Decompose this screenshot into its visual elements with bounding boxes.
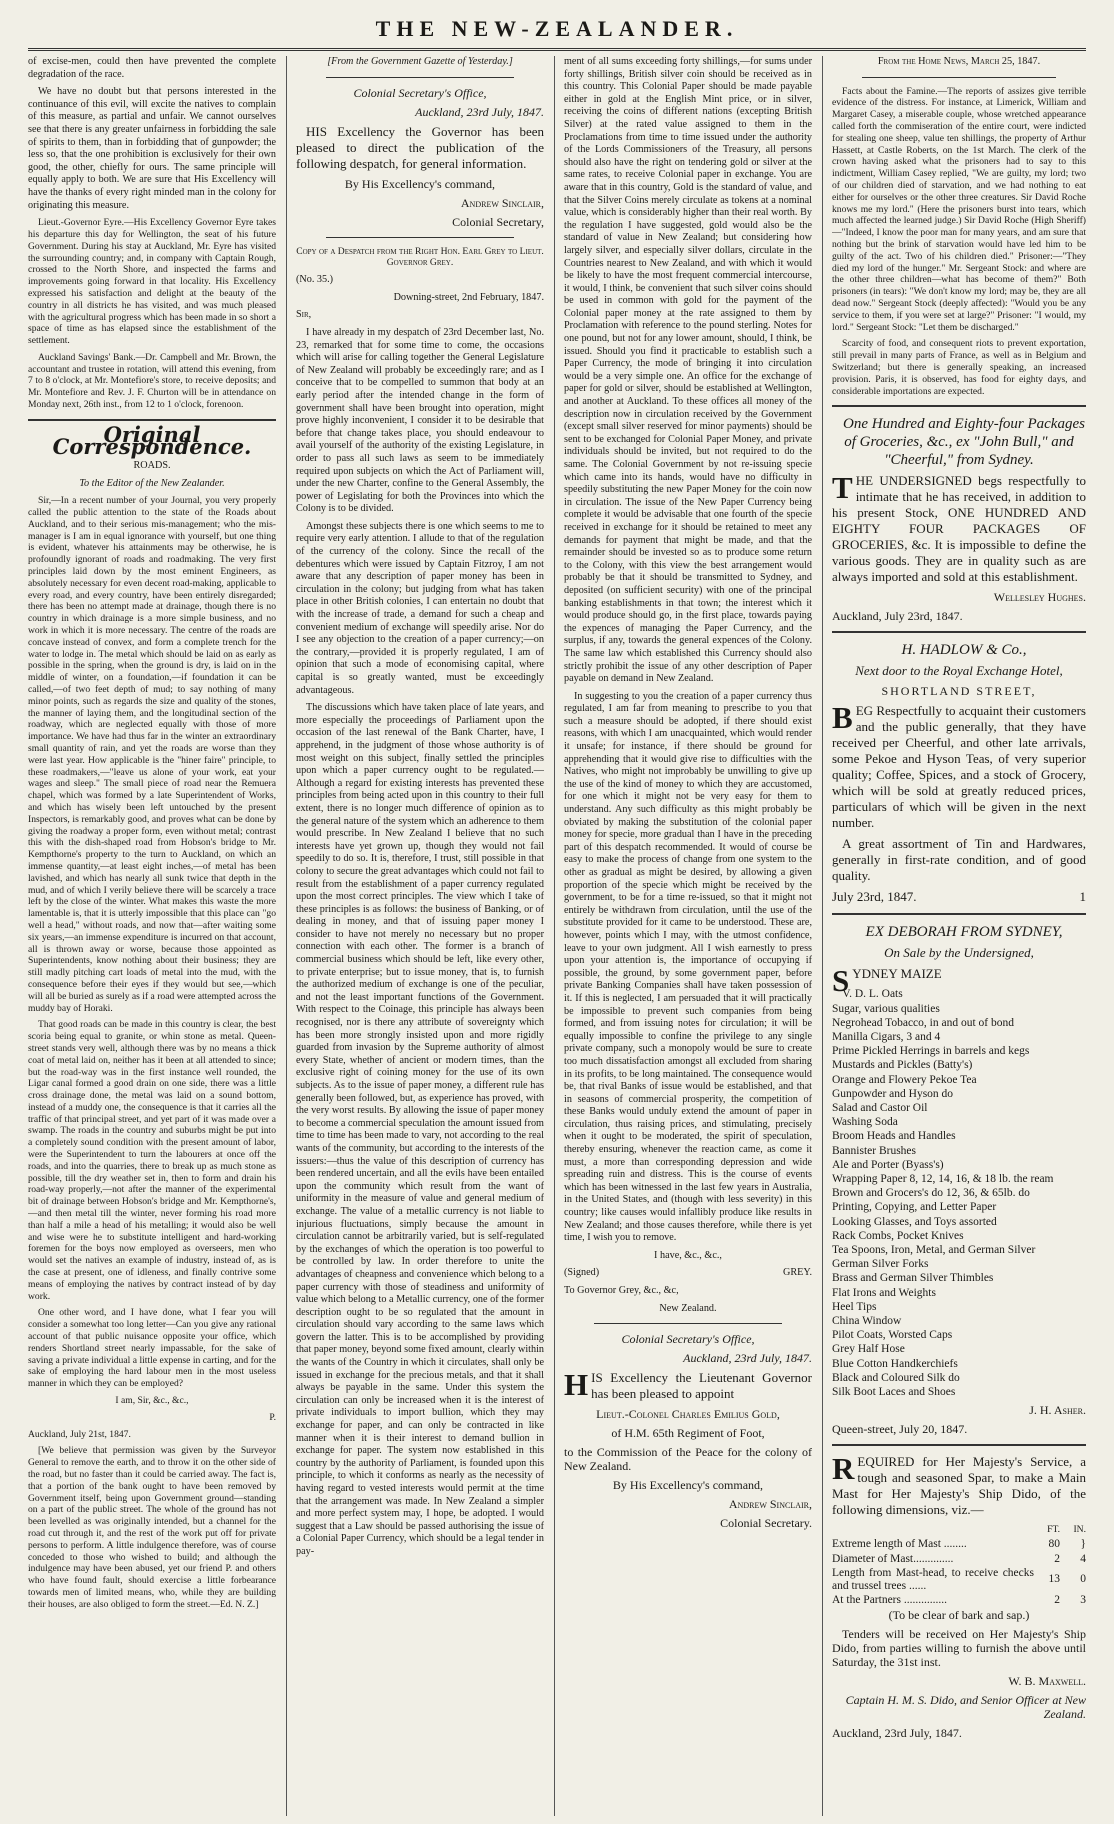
editor-note: [We believe that permission was given by the Surveyor General to remove the earth, and to throw it on the other side of the road, but no faster than it could be carried away. The fact is, that a portion of the bank ought to have been removed by Government itself, being upon Government ground—standing on a part of the public street. The whole of the ground has not been levelled as was originally intended, but a channel for the road cut through it, and the rest of the work put off for private persons to perform. A little indulgence therefore, was of course conceded to those who wished to build; and although the indulgence may have been abused, yet our friend P. and others who have found fault, should exercise a little forbearance towards men of limited means, who, while they are building their houses, are also obliged to form the street.—Ed. N. Z.] xyxy=(28,1445,276,1610)
table-header: IN. xyxy=(1073,1524,1086,1536)
table-row xyxy=(832,1537,1086,1552)
despatch-paragraph: I have already in my despatch of 23rd December last, No. 23, remarked that for some time to come, the occasions which will arise for calling together the General Legislature of New Zealand will probably be exceedingly rare; and as I conceive that to be compelled to summon that body at an early period after the intended change in the form of government shall have been brought into operation, might prove highly inconvenient, I consider it to be desirable that before that change takes place, you should endeavour to avail yourself of the authority of the existing Legislature, in order to pass all such laws as seem to be immediately required upon subjects on which the Act of Parliament will, under the new Charter, confine to the General Assembly, the power of Legislating for both the Provinces into which the Colony is to be divided. xyxy=(296,326,544,515)
list-item: Negrohead Tobacco, in and out of bond xyxy=(832,1016,1014,1029)
list-item: Rack Combs, Pocket Knives xyxy=(832,1229,964,1242)
column-4 xyxy=(832,56,1086,1816)
ad-deborah-signature: J. H. Asher. xyxy=(1029,1403,1086,1418)
appointee-name: Lieut.-Colonel Charles Emilius Gold, xyxy=(596,1407,780,1422)
ad-groceries-date: Auckland, July 23rd, 1847. xyxy=(832,609,963,624)
list-item: China Window xyxy=(832,1314,902,1327)
despatch-paragraph: The discussions which have taken place of late years, and more especially the proceedings of Parliament upon the occasion of the last renewal of the Bank Charter, have, I apprehend, in the judgment of those whose authority is of most weight on this subject, finally settled the principles upon which a paper currency ought to be regulated.—Although a regard for existing interests has prevented these principles from being acted upon in this country to their full extent, there is no longer much difference of opinion as to the general nature of the system which an adherence to them would prescribe. In New Zealand I believe that no such interests have yet grown up, though they would not fail speedily to do so. It is, therefore, I trust, still possible in that colony to secure the great advantages which could not fail to result from the establishment of a paper currency regulated upon the most correct principles. The view which I take of these principles is as follows: the business of Banking, or of dealing in money, and that of issuing paper money I consider to have not merely no necessary but no proper connection with each other. The former is a branch of commercial business which should be left, like every other, to private enterprise; but to issue money, that is, to furnish the authorized medium of exchange is one of the peculiar, and not the least important functions of the Government. With respect to the Coinage, this principle has always been recognised, nor is there any attribute of sovereignty which has been more strongly insisted upon and more rigidly guarded from invasion by the Supreme authority of almost every State, whether of ancient or modern times, than the exclusive right of coining money for the use of its own subjects. As to the issue of paper money, a different rule has generally been followed, but, as experience has proved, with the very worst results. By allowing the issue of paper money to become a commercial speculation the amount issued from time to time has been made to vary, not according to the real wants of the community, but according to the interests of the issuers:—thus the value of this description of currency has been rendered uncertain, and all the evils have been entailed upon the community which result from the want of uniformity in the measure of value and general medium of exchange. The value of a metallic currency is not liable to injurious fluctuations, simply because the amount in circulation cannot be arbitrarily varied, but is self-regulated by the exchanges of which the operation is too powerful to be controlled by law. In order therefore to unite the advantages of cheapness and convenience which belong to a paper currency with those of steadiness and uniformity of value which belong to a Metallic currency, one of the former description ought to be so regulated that the amount in circulation should vary according to the same laws which govern the latter. This is to be accomplished by providing that paper money, beyond some fixed amount, clearly within the wants of the Country in which it circulates, shall only be issued in exchange for the precious metals, and that it shall always be payable in the same. Under this system the circulation can only be increased when it is the interest of private individuals to import bullion, which they may exchange for paper, and can only be contracted in like manner when it is their interest to demand bullion in exchange for paper. The system now established in this country by the authority of Parliament, is founded upon this principle, to which it conforms as nearly as the necessity of having regard to vested interests would permit at the time that the arrangement was made. In New Zealand a simpler and more perfect system may, I hope, be adopted. I would suggest that a Law should be passed authorising the issue of a Colonial Paper Currency, which should be a legal tender in pay- xyxy=(296,702,544,1557)
letter-date: Auckland, July 21st, 1847. xyxy=(28,1428,131,1440)
office-heading: Colonial Secretary's Office, xyxy=(353,85,487,100)
drop-cap: R xyxy=(832,1451,855,1487)
spar-dimensions-table xyxy=(832,1523,1086,1608)
ad-spar-date: Auckland, 23rd July, 1847. xyxy=(832,1725,962,1740)
divider xyxy=(862,77,1056,78)
ad-hadlow-text-2: A great assortment of Tin and Hardwares, generally in first-rate condition, and of good quality. xyxy=(832,836,1086,884)
article-paragraph: We have no doubt but that persons interested in the continuance of this evil, will excite the natives to complain of this measure, as partial and unfair. We cannot ourselves see that there is any greater unfairness in forbidding the sale of spirits to them, than in forbidding that of gunpowder; the less so, that the one prohibition is exclusively for their own good, the other, chiefly for ours. The same principle will equally apply to both. We are sure that His Excellency will have the thanks of every right minded man in the colony for originating this measure. xyxy=(28,86,276,211)
column-3 xyxy=(564,56,812,1816)
table-cell: Length from Mast-head, to receive checks and trussel trees ...... xyxy=(832,1567,1034,1592)
ad-hadlow-firm: H. HADLOW & Co., xyxy=(901,642,1027,659)
ad-groceries-signature: Wellesley Hughes. xyxy=(993,590,1086,605)
list-item: German Silver Forks xyxy=(832,1258,929,1271)
table-cell: Diameter of Mast.............. xyxy=(832,1552,954,1565)
ad-hadlow-footer xyxy=(832,889,1086,905)
section-rule xyxy=(28,419,276,421)
ad-spar-signature: W. B. Maxwell. xyxy=(1008,1673,1086,1688)
ad-hadlow-address: Next door to the Royal Exchange Hotel, xyxy=(855,663,1063,679)
table-header: FT. xyxy=(1047,1524,1060,1536)
table-row xyxy=(832,1552,1086,1567)
despatch-heading: Copy of a Despatch from the Right Hon. Earl Grey to Lieut. Governor Grey. xyxy=(296,245,544,269)
drop-cap: H xyxy=(564,1367,589,1403)
table-header-row xyxy=(832,1523,1086,1537)
list-item: Bannister Brushes xyxy=(832,1144,917,1157)
ad-rule xyxy=(832,631,1086,633)
despatch-paragraph: ment of all sums exceeding forty shillings,—for sums under forty shillings, British silver coin should be received as in this country. This Colonial Paper should be made payable either in gold at the English Mint price, or in silver, receiving the coins of different nations (excepting British Silver) at the rated value assigned to them in the Proclamations from time to time issued under the authority of the Lords Commissioners of the Treasury, all persons should also have the right on tendering gold or silver at the same rates, to receive Colonial paper in exchange. You are aware that in this country, Gold is the standard of value, and that the Silver Coins merely circulate as tokens at a nominal value, which is considerably higher than their real worth. By the regulation I have suggested, gold would also be the standard of value in New Zealand; but considering how largely silver, and especially silver dollars, circulate in the Countries nearest to New Zealand, and with which it would be likely to have the most frequent commercial intercourse, it would, I think, be convenient that such silver coins should be used in common with gold for the payment of the Colonial paper money at the rate assigned to them by Proclamation with reference to the pound sterling. Notes for one pound, but not for any lower amount, should, I think, be issued. Should you find it practicable to establish such a Paper Currency, the mode of bringing it into circulation would be a very simple one. An office for the exchange of paper for gold or silver, should be established at Wellington, and another at Auckland. To these offices all money of the description now in circulation received by the Government (except small silver reserved for minor payments) should be sent to be exchanged for Colonial Paper Money, and private individuals should be invited, but not required to do the same. The Colonial Government by not re-issuing specie which came into its hands, would have no difficulty in speedily substituting the new Paper Money for the coin now in circulation. The issue of the New Paper Currency being complete it would be advisable that one fourth of the specie received in exchange for it should be retained to meet any demands for payment that might be made, and that the remainder should be invested so as to produce some return to the Colony, with this view the best arrangement would probably be that it should be transmitted to Sydney, and deposited (on sufficient security) with one of the principal banking establishments in that town; the interest which it would produce should go, in the first place, towards paying the expences of managing the Paper Currency, and the surplus, if any, towards the general expences of the Colony. The same law which established this Currency should also strictly prohibit the issue of any other description of Paper payable on demand in New Zealand. xyxy=(564,56,812,685)
list-item: Orange and Flowery Pekoe Tea xyxy=(832,1073,977,1086)
gazette-notice: HIS Excellency the Governor has been pleased to direct the publication of the following despatch, for general information. xyxy=(296,123,544,171)
appointee-regiment: of H.M. 65th Regiment of Foot, xyxy=(611,1426,765,1441)
office-date: Auckland, 23rd July, 1847. xyxy=(415,104,544,119)
table-cell: } xyxy=(1080,1538,1086,1550)
list-item: Printing, Copying, and Letter Paper xyxy=(832,1201,997,1214)
list-item: Manilla Cigars, 3 and 4 xyxy=(832,1030,941,1043)
home-news-heading: From the Home News, March 25, 1847. xyxy=(877,56,1041,67)
famine-paragraph: Facts about the Famine.—The reports of assizes give terrible evidence of the distress. For instance, at Limerick, William and Margaret Casey, a miserable couple, whose wretched appearance called forth the commiseration of the entire court, were indicted for stealing one sheep, value ten shillings, the property of Arthur Hassett, at Castle Roberts, on the 1st March. The clerk of the crown having asked what the prisoners had to say to this indictment, William Casey replied, "We are guilty, my lord; two of our children died of starvation, and we had nothing to eat either for ourselves or the other three creatures. Sir David Roche knows me my lord." (Here the prisoners burst into tears, which much affected the learned judge.) Sir David Roche (High Sheriff)—"Indeed, I know the poor man for many years, and am sure that nothing but the brink of starvation would have led him to be guilty of the act. Two of his children died." Prisoner:—"They died my lord of the hunger." Mr. Sergeant Stock: and where are the other three children—what has become of them?" Both prisoners (in tears): "We don't know my lord; may be, they are all dead now." Sergeant Stock (deeply affected): "Would you be any service to them, if you were set at large?" Prisoner: "I would, my lord." Sergeant Stock: "Let them be discharged." xyxy=(832,85,1086,333)
table-row xyxy=(832,1566,1086,1593)
letter-paragraph: One other word, and I have done, what I fear you will consider a somewhat too long letter—Can you give any rational account of that public nuisance opposite your office, which renders Shortland street nearly impassable, for the sake of saving a private individual a little expense in carting, and for the sake of employing the hard labour men in the most useless manner in which they can be employed? xyxy=(28,1307,276,1390)
list-item: Silk Boot Laces and Shoes xyxy=(832,1386,956,1398)
command-line: By His Excellency's command, xyxy=(612,1478,764,1493)
eyre-paragraph: Lieut.-Governor Eyre.—His Excellency Governor Eyre takes his departure this day for Wellington, the seat of his future Government. During his stay at Auckland, Mr. Eyre has visited the surrounding country; and, in company with Captain Rough, crossed to the North Shore, and inspected the farms and improvements going forward in that locality. His Excellency expressed his satisfaction and delight at the beauty of the country in all districts he has visited, and was much pleased with the agricultural progress which has been made in so short a space of time as has elapsed since the establishment of the settlement. xyxy=(28,217,276,347)
ad-groceries-title: One Hundred and Eighty-four Packages of Groceries, &c., ex "John Bull," and "Cheerful," from Sydney. xyxy=(843,416,1085,469)
table-cell: 3 xyxy=(1080,1594,1086,1607)
gazette-heading: [From the Government Gazette of Yesterday.] xyxy=(327,56,513,67)
ad-spar-tender: Tenders will be received on Her Majesty's Ship Dido, from parties willing to furnish the above until Saturday, the 31st inst. xyxy=(832,1626,1086,1669)
list-item: Pilot Coats, Worsted Caps xyxy=(832,1329,953,1342)
letter-paragraph: That good roads can be made in this country is clear, the best scoria being equal to granite, or whin stone as metal. Queen-street stands very well, although there was by no means a thick coat of metal laid on, neither has it been at all attended to since; but the road-way was in the first instance well rounded, the Ligar canal formed a good drain on one side, there was a little cross drainage done, the metal was laid on a sound bottom, instead of a muddy one, the consequence is that it carries all the traffic of that principal street, and yet part of it was made over a swamp. The roads in the country and suburbs might be put into a completely sound condition with the present amount of labor, were the Superintendent to turn the labourers at once off the roads, and into the quarries, there to break up as much stone as possible, till the dry weather set in, then to form and drain his road-way properly,—not after the manner of the experimental bit of drainage between Hobson's bridge and Mr. Kempthorne's,—and then metal till the winter, never forming his road more than half a mile a head of his metalling; it would also be well and wise were he to substitute intelligent and hard-working foremen for the boys now employed as overseers, men who would set the natives an example of industry, instead of, as is the case at present, one of idleness, and finally contrive some means of employing the natives by contract instead of by day work. xyxy=(28,1019,276,1302)
ad-spar-captain: Captain H. M. S. Dido, and Senior Officer at New Zealand. xyxy=(845,1692,1086,1721)
list-item: Black and Coloured Silk do xyxy=(832,1371,960,1384)
ad-deborah-subtitle: On Sale by the Undersigned, xyxy=(884,945,1034,961)
list-item: Tea Spoons, Iron, Metal, and German Silver xyxy=(832,1243,1036,1256)
drop-cap: T xyxy=(832,470,853,506)
secretary-name: Andrew Sinclair, xyxy=(728,1497,812,1512)
salutation: Sir, xyxy=(296,309,312,321)
list-item: Prime Pickled Herrings in barrels and kegs xyxy=(832,1045,1030,1058)
column-rule xyxy=(554,56,555,1816)
list-item: Looking Glasses, and Toys assorted xyxy=(832,1215,997,1228)
ad-rule xyxy=(832,913,1086,915)
table-cell: 4 xyxy=(1080,1552,1086,1565)
ad-deborah-first-item: YDNEY MAIZE xyxy=(852,966,942,982)
list-item: Brown and Grocers's do 12, 36, & 65lb. do xyxy=(832,1187,1030,1200)
masthead-rule xyxy=(28,48,1086,51)
despatch-signature xyxy=(564,1267,812,1280)
secretary-title: Colonial Secretary, xyxy=(452,214,544,229)
letter-close: I am, Sir, &c., &c., xyxy=(115,1395,189,1407)
letter-signature: P. xyxy=(269,1411,276,1423)
drop-cap: S xyxy=(832,963,850,999)
divider xyxy=(326,77,514,78)
table-cell: 80 xyxy=(1048,1538,1060,1550)
despatch-paragraph: In suggesting to you the creation of a paper currency thus regulated, I am far from meaning to prescribe to you that such a measure should be adopted, if there should exist reasons, with which I am unacquainted, which would render it unsafe; for instance, if there should be ground for apprehending that it would give rise to difficulties with the Natives, who might not improbably be unwilling to give up the use of the kind of money to which they are accustomed, for one which it might not be very easy for them to understand. Any such difficulty as this might probably be obviated by making the substitution of the colonial paper money for specie, more gradual than I have in the preceding part of this despatch recommended. It would of course be easy to make the process of change from one system to the other as gradual as might be desired, by allowing a given proportion of the specie which might be received by the government, to be for a time re-issued, so that it might not entirely be withdrawn from circulation, until the use of the substitute provided for it came to be understood. These are, however, points which I may, with the utmost confidence, leave to your own judgment. All I wish earnestly to press upon your attention is, the importance of occupying if possible, the ground, by some government paper, before private Banking Companies shall have taken possession of it. If this is neglected, I am persuaded that it will practically be impossible to prevent such companies from being formed, and from issuing notes for circulation; it will be equally impossible to confine the privilege to any single private company, such a monopoly would be sure to create too much dissatisfaction amongst all excluded from sharing in its profits, to be long maintained. The consequence would be, that rival Banks of issue would be established, and that in seasons of commercial prosperity, the competition of these Banks would unduly extend the amount of paper in circulation, thus raising prices, and stimulating, precisely when it ought to be moderated, the spirit of speculation, thereby ensuring, whenever the reaction came, as come it must, a more than corresponding depression and wide spreading ruin and distress. This is the course of events which has been witnessed in the last few years in Australia, in the United States, and (though with less severity) in this country; like causes would infallibly produce like results in New Zealand; and those causes therefore, while there is yet time, I wish you to remove. xyxy=(564,690,812,1244)
section-title: Original Correspondence. xyxy=(52,421,252,460)
roads-title: ROADS. xyxy=(133,460,171,472)
table-cell: 2 xyxy=(1054,1594,1060,1607)
divider xyxy=(326,237,514,238)
ad-rule xyxy=(832,1444,1086,1446)
secretary-title: Colonial Secretary. xyxy=(720,1516,812,1531)
ad-groceries-text: HE UNDERSIGNED begs respectfully to intimate that he has received, in addition to his present Stock, ONE HUNDRED AND EIGHTY FOUR PACKAGES OF GROCERIES, &c. It is impossible to define the various goods. They are in quality such as are always imported and sold at this establishment. xyxy=(832,473,1086,585)
column-1 xyxy=(28,56,276,1816)
despatch-date: Downing-street, 2nd February, 1847. xyxy=(393,291,544,303)
list-item: Flat Irons and Weights xyxy=(832,1286,936,1299)
ad-deborah-title: EX DEBORAH FROM SYDNEY, xyxy=(865,924,1063,941)
table-cell: 2 xyxy=(1054,1552,1060,1565)
drop-cap: B xyxy=(832,700,853,736)
scarcity-paragraph: Scarcity of food, and consequent riots to prevent exportation, still prevail in many parts of France, as well as in Belgium and Switzerland; but there is generally speaking, an increased provision. Paris, it is observed, has food for eighty days, and considerable importations are expected. xyxy=(832,338,1086,397)
list-item: Heel Tips xyxy=(832,1300,877,1313)
table-cell: Extreme length of Mast ........ xyxy=(832,1538,967,1550)
office-date: Auckland, 23rd July, 1847. xyxy=(683,1351,812,1366)
list-item: Washing Soda xyxy=(832,1116,898,1129)
signer-name: GREY. xyxy=(783,1267,812,1279)
ad-hadlow-date: July 23rd, 1847. xyxy=(832,889,917,905)
list-item: Blue Cotton Handkerchiefs xyxy=(832,1357,958,1370)
ad-hadlow-street: SHORTLAND STREET, xyxy=(881,684,1037,699)
ad-spar-text: EQUIRED for Her Majesty's Service, a tough and seasoned Spar, to make a Main Mast for Her Majesty's Ship Dido, of the following dimensions, viz.— xyxy=(832,1454,1086,1518)
list-item: V. D. L. Oats xyxy=(842,988,903,1001)
secretary-name: Andrew Sinclair, xyxy=(460,195,544,210)
commission-text: to the Commission of the Peace for the colony of New Zealand. xyxy=(564,1445,812,1474)
roads-addressee: To the Editor of the New Zealander. xyxy=(79,477,225,489)
table-row xyxy=(832,1593,1086,1608)
ad-hadlow-text: EG Respectfully to acquaint their customers and the public generally, that they have received per Cheerful, and other late arrivals, some Pekoe and Hyson Teas, of very superior quality; Coffee, Spices, and a stock of Grocery, which will be sold at greatly reduced prices, particulars of which will be given in the next number. xyxy=(832,703,1086,831)
ad-deborah-list xyxy=(832,987,1086,1399)
masthead: THE NEW-ZEALANDER. xyxy=(375,16,739,41)
column-rule xyxy=(822,56,823,1816)
recipient-place: New Zealand. xyxy=(659,1302,717,1314)
savings-bank-paragraph: Auckland Savings' Bank.—Dr. Campbell and Mr. Brown, the accountant and trustee in rotation, will attend this evening, from 7 to 8 o'clock, at Mr. Montefiore's store, to receive deposits; and Mr. Montefiore and Rev. J. F. Churton will be in attendance on Monday next, 26th inst., from 12 to 1 o'clock, forenoon. xyxy=(28,351,276,411)
article-paragraph: of excise-men, could then have prevented the complete degradation of the race. xyxy=(28,56,276,80)
column-2 xyxy=(296,56,544,1816)
list-item: Mustards and Pickles (Batty's) xyxy=(832,1059,973,1072)
table-cell: At the Partners ............... xyxy=(832,1594,947,1607)
divider xyxy=(594,1323,782,1324)
table-cell: 0 xyxy=(1080,1573,1086,1586)
command-line: By His Excellency's command, xyxy=(344,176,496,191)
ad-deborah-date: Queen-street, July 20, 1847. xyxy=(832,1422,968,1437)
letter-paragraph: Sir,—In a recent number of your Journal, you very properly called the public attention to the state of the Roads about Auckland, and to their serious mis-management; who the mis-manager is I am in equal ignorance with yourself, but one thing is evident, whatever his attainments may be otherwise, he is profoundly ignorant of roads and roadmaking. The very first principles laid down by the most eminent Engineers, as absolutely necessary for even decent road-making, applicable to every road, and every country, have been entirely disregarded; there has been no attempt made at drainage, though there is no country in which drainage is a more simple business, and no work in which it is more necessary. The centre of the roads are concave instead of convex, and form a complete trench for the water to lodge in. The metal which should be laid on as early as possible in the spring, when the ground is dry, is laid on in the middle of winter, on a foundation,—if foundation it can be called,—of two feet depth of mud; to say nothing of many minor points, such as regards the size and quality of the stones, the manner of laying them, and the longitudinal section of the roadway, which are neglected equally with those of more importance. We have had thus far in the winter an extraordinary small quantity of rain, and yet the roads are worse than they were last year. How applicable is the "hiner faire" principle, to these roadmakers,—"leave us alone of your work, eat your wages and sleep." The small piece of road near the Remuera chapel, which was formed by a late Superintendent of Works, and which has wisely been left untouched by the present Inspectors, is remarkably good, and proves what can be done by giving the roadway a proper form, even without metal; contrast this with the dish-shaped road from Hobson's bridge to Mr. Kempthorne's property to the turn to Auckland, on which an immense quantity,—at least eight inches,—of metal has been lavished, and which has nearly all sunk twice that depth in the mud, and of which I verily believe there will be scarcely a trace left by the close of the winter. What makes this waste the more lamentable is, that it is utterly impossible that this place can "go well a head," without roads, and now that—after waiting some six years,—an immense expenditure is incurred on that account, all is thrown away or worse, because those appointed as Superintendents, know nothing about their business; they are still madly pitching cart loads of metal into the mud, with the consequence before their eyes if they would but see,—which will all be buried as surely as if a road were attempted across the muddy bay of Horaki. xyxy=(28,495,276,1014)
despatch-number: (No. 35.) xyxy=(296,274,334,286)
list-item: Salad and Castor Oil xyxy=(832,1101,928,1114)
list-item: Brass and German Silver Thimbles xyxy=(832,1272,994,1285)
list-item: Grey Half Hose xyxy=(832,1343,905,1356)
ad-hadlow-number: 1 xyxy=(1079,889,1086,905)
list-item: Gunpowder and Hyson do xyxy=(832,1087,954,1100)
table-cell: 13 xyxy=(1048,1573,1060,1586)
recipient-line: To Governor Grey, &c., &c, xyxy=(564,1285,679,1296)
office-heading: Colonial Secretary's Office, xyxy=(621,1332,755,1347)
despatch-paragraph: Amongst these subjects there is one which seems to me to require very early attention. I allude to that of the regulation of the currency of the colony. Since the recall of the debentures which were issued by Captain Fitzroy, I am not aware that any description of paper money has been in circulation in the colony; but judging from what has taken place in other British colonies, I can entertain no doubt that with the increase of trade, a demand for such a cheap and convenient medium of exchange will speedily arise. Nor do I see any objection to the creation of a paper currency;—on the contrary,—provided it is properly regulated, I am of opinion that such a mode of economising capital, where capital is so greatly wanted, must be exceedingly advantageous. xyxy=(296,520,544,696)
despatch-close: I have, &c., &c., xyxy=(654,1249,722,1261)
list-item: Broom Heads and Handles xyxy=(832,1130,956,1143)
list-item: Wrapping Paper 8, 12, 14, 16, & 18 lb. the ream xyxy=(832,1172,1054,1185)
ad-spar-note: (To be clear of bark and sap.) xyxy=(888,1607,1030,1622)
appointment-notice: IS Excellency the Lieutenant Governor has been pleased to appoint xyxy=(591,1370,812,1402)
list-item: Ale and Porter (Byass's) xyxy=(832,1158,944,1171)
column-rule xyxy=(286,56,287,1816)
list-item: Sugar, various qualities xyxy=(832,1002,940,1015)
signed-label: (Signed) xyxy=(564,1267,600,1279)
ad-rule xyxy=(832,405,1086,407)
